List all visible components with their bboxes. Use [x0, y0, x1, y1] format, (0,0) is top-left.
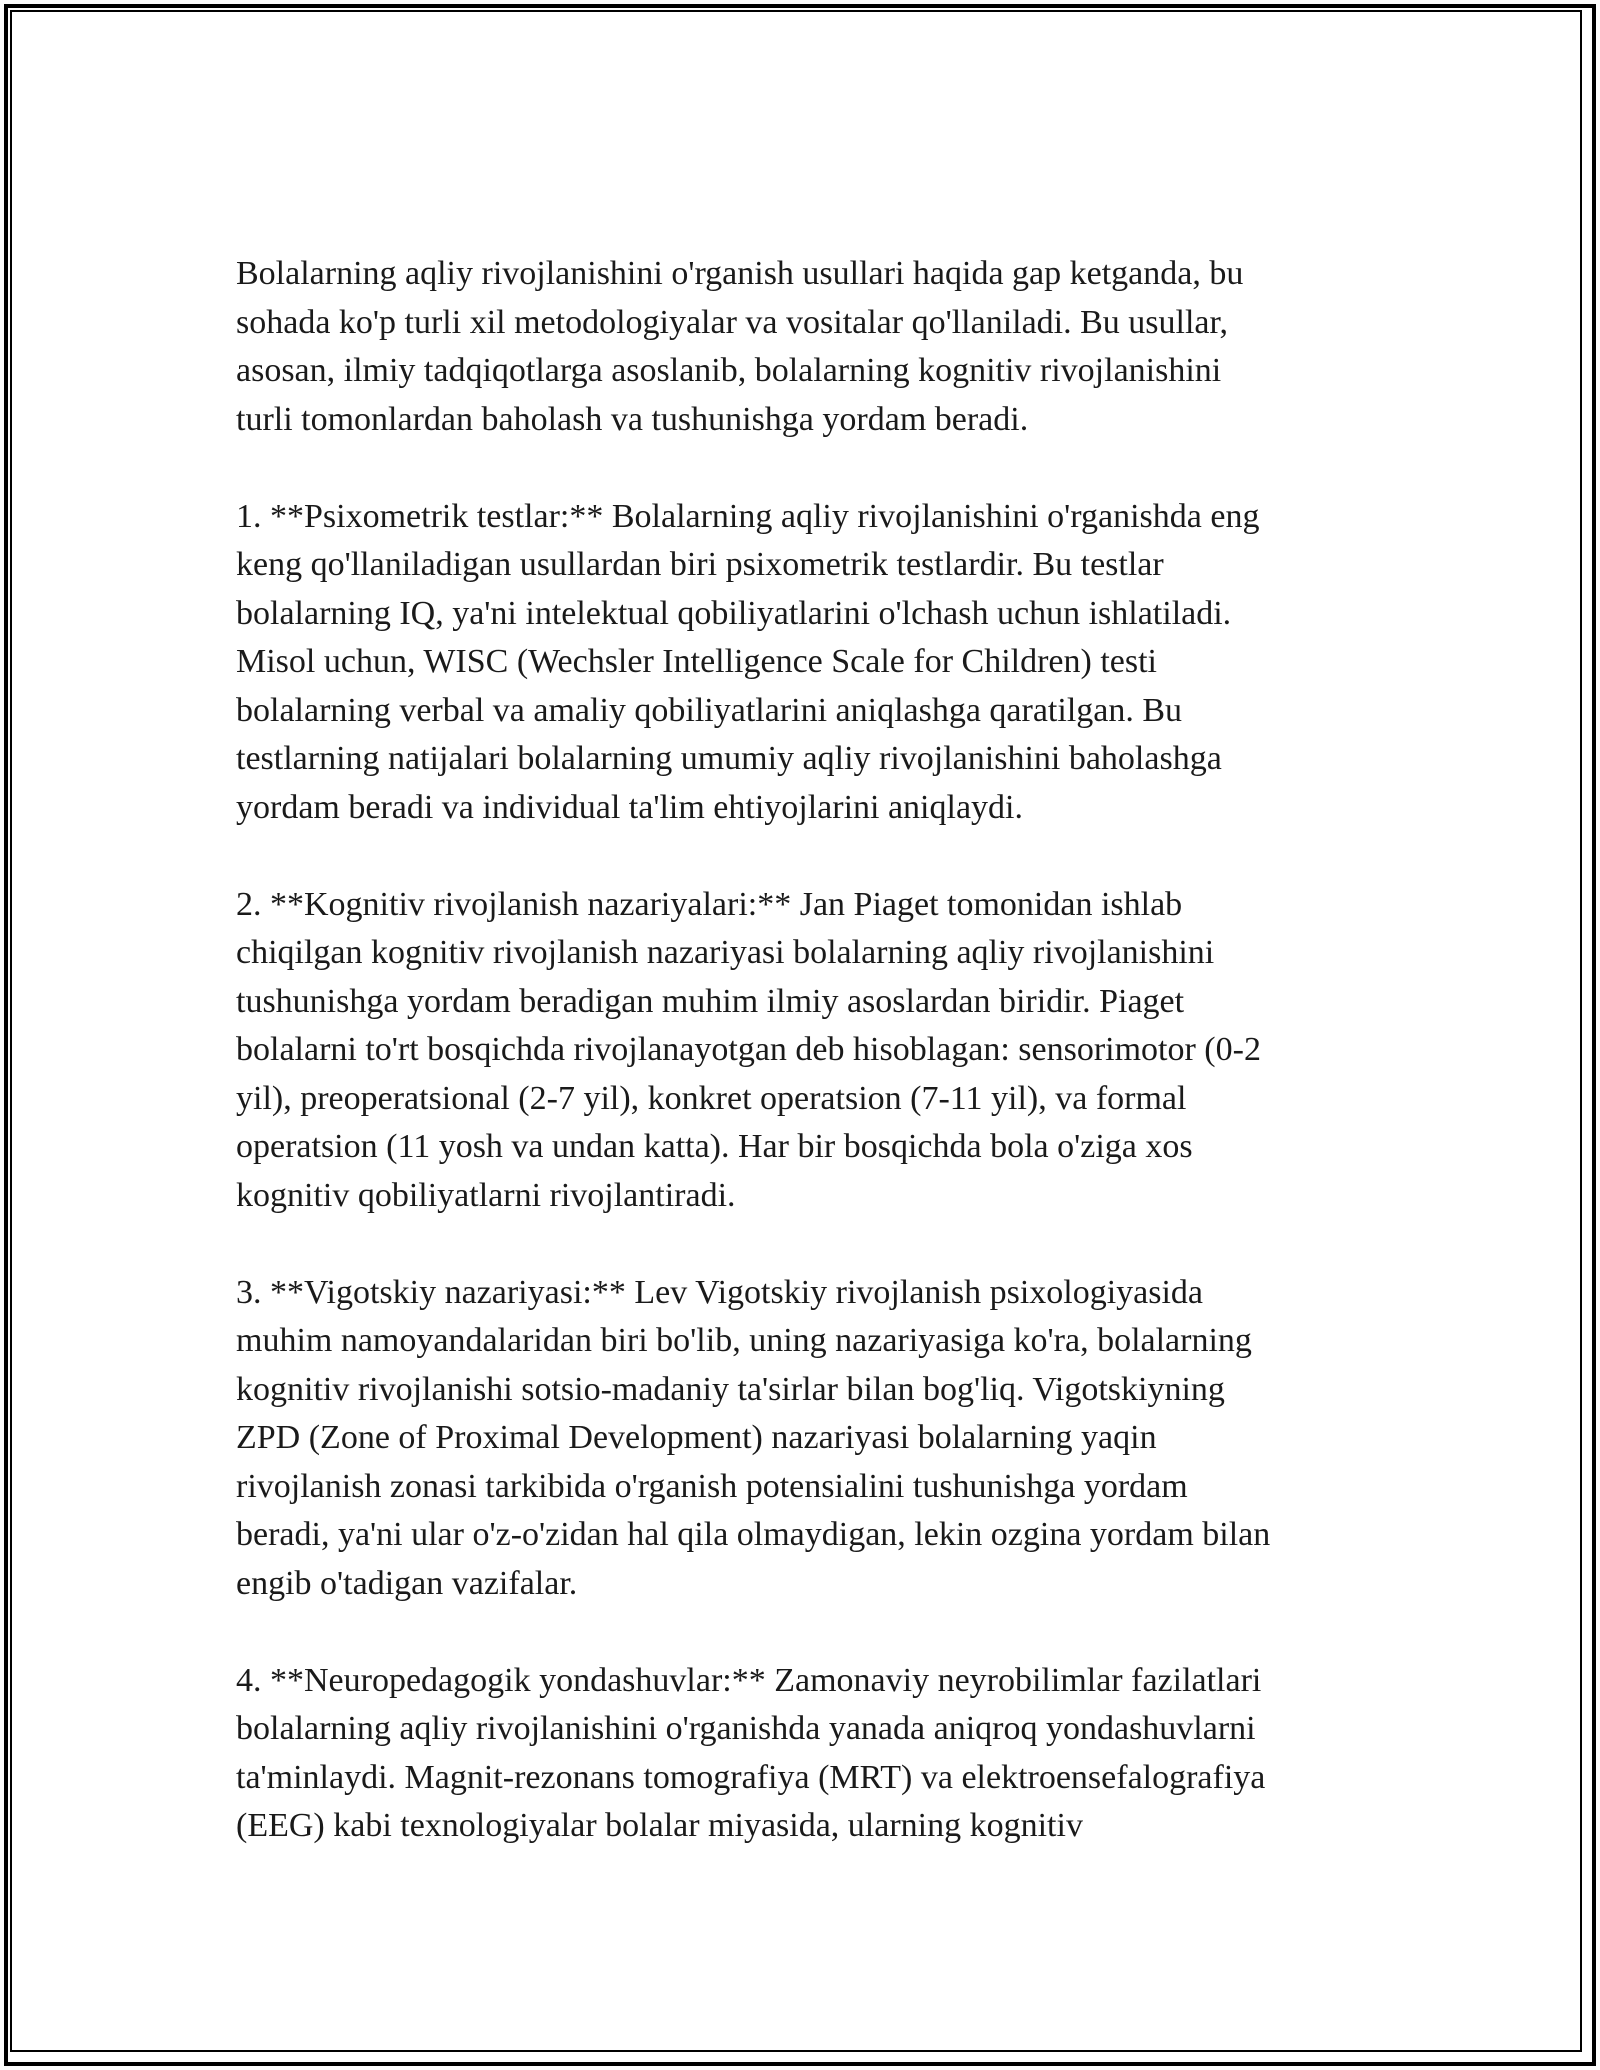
paragraph-vigotskiy-nazariyasi: [236, 1269, 1366, 1609]
text-line: (EEG) kabi texnologiyalar bolalar miyasida, ularning kognitiv: [236, 1807, 1083, 1844]
text-line: Bolalarning aqliy rivojlanishini o'rganish usullari haqida gap ketganda, bu: [236, 255, 1244, 292]
text-line: bolalarni to'rt bosqichda rivojlanayotgan deb hisoblagan: sensorimotor (0-2: [236, 1031, 1261, 1068]
text-line: keng qo'llaniladigan usullardan biri psixometrik testlardir. Bu testlar: [236, 546, 1164, 583]
paragraph-intro: [236, 250, 1366, 444]
text-line: bolalarning IQ, ya'ni intelektual qobiliyatlarini o'lchash uchun ishlatiladi.: [236, 594, 1232, 632]
text-line: bolalarning aqliy rivojlanishini o'rganishda yanada aniqroq yondashuvlarni: [236, 1710, 1256, 1747]
text-line: asosan, ilmiy tadqiqotlarga asoslanib, bolalarning kognitiv rivojlanishini: [236, 352, 1222, 389]
text-line: 4. **Neuropedagogik yondashuvlar:** Zamonaviy neyrobilimlar fazilatlari: [236, 1661, 1262, 1699]
text-line: Misol uchun, WISC (Wechsler Intelligence Scale for Children) testi: [236, 643, 1158, 680]
text-line: muhim namoyandalaridan biri bo'lib, uning nazariyasiga ko'ra, bolalarning: [236, 1322, 1252, 1359]
text-line: 1. **Psixometrik testlar:** Bolalarning aqliy rivojlanishini o'rganishda eng: [236, 497, 1260, 535]
text-line: yil), preoperatsional (2-7 yil), konkret operatsion (7-11 yil), va formal: [236, 1079, 1187, 1117]
text-line: 2. **Kognitiv rivojlanish nazariyalari:** Jan Piaget tomonidan ishlab: [236, 885, 1183, 923]
text-line: rivojlanish zonasi tarkibida o'rganish potensialini tushunishga yordam: [236, 1467, 1188, 1505]
text-line: testlarning natijalari bolalarning umumiy aqliy rivojlanishini baholashga: [236, 740, 1222, 777]
text-line: turli tomonlardan baholash va tushunishga yordam beradi.: [236, 400, 1029, 438]
text-line: operatsion (11 yosh va undan katta). Har bir bosqichda bola o'ziga xos: [236, 1128, 1193, 1165]
text-line: beradi, ya'ni ular o'z-o'zidan hal qila olmaydigan, lekin ozgina yordam bilan: [236, 1516, 1271, 1553]
document-body: [236, 250, 1366, 1851]
paragraph-neuropedagogik: [236, 1657, 1366, 1851]
paragraph-psixometrik-testlar: [236, 493, 1366, 833]
text-line: tushunishga yordam beradigan muhim ilmiy asoslardan biridir. Piaget: [236, 982, 1185, 1020]
text-line: engib o'tadigan vazifalar.: [236, 1564, 578, 1602]
text-line: 3. **Vigotskiy nazariyasi:** Lev Vigotskiy rivojlanish psixologiyasida: [236, 1273, 1204, 1311]
text-line: kognitiv rivojlanishi sotsio-madaniy ta'sirlar bilan bog'liq. Vigotskiyning: [236, 1370, 1225, 1408]
text-line: ZPD (Zone of Proximal Development) nazariyasi bolalarning yaqin: [236, 1419, 1157, 1456]
paragraph-kognitiv-nazariyalar: [236, 881, 1366, 1221]
text-line: yordam beradi va individual ta'lim ehtiyojlarini aniqlaydi.: [236, 788, 1023, 826]
text-line: ta'minlaydi. Magnit-rezonans tomografiya (MRT) va elektroensefalografiya: [236, 1758, 1266, 1796]
text-line: bolalarning verbal va amaliy qobiliyatlarini aniqlashga qaratilgan. Bu: [236, 691, 1183, 729]
text-line: sohada ko'p turli xil metodologiyalar va vositalar qo'llaniladi. Bu usullar,: [236, 303, 1228, 341]
text-line: chiqilgan kognitiv rivojlanish nazariyasi bolalarning aqliy rivojlanishini: [236, 934, 1215, 971]
text-line: kognitiv qobiliyatlarni rivojlantiradi.: [236, 1176, 736, 1214]
